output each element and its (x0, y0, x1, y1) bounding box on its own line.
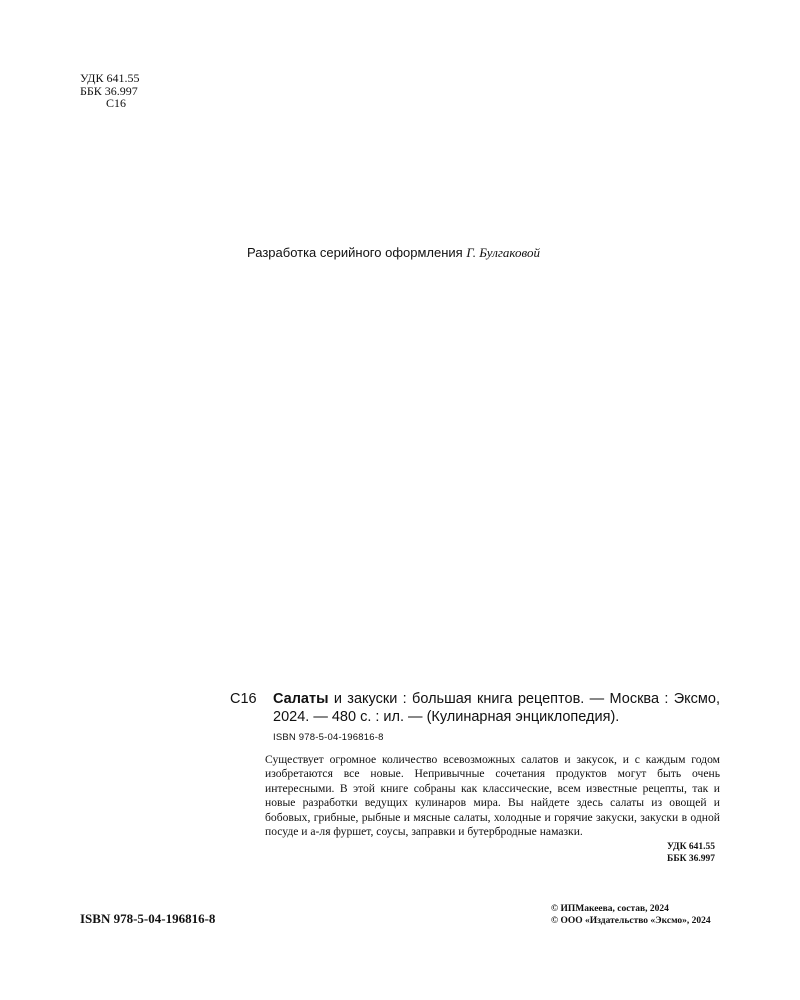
isbn-bottom: ISBN 978-5-04-196816-8 (80, 911, 216, 926)
annotation-text: Существует огромное количество всевозможных салатов и закусок, и с каждым годом изобретаются все новые. Непривычные сочетания продуктов могут быть очень интересными. В этой книге собраны как классические, всем известные рецепты, так и новые разработки ведущих кулинаров мира. Вы найдете здесь салаты из овощей и бобовых, грибные, рыбные и мясные салаты, холодные и горячие закуски, закуски в одной посуде и а-ля фуршет, соусы, заправки и бутербродные намазки. (265, 753, 720, 839)
design-credit (247, 245, 540, 261)
copyright-line-publisher: © ООО «Издательство «Эксмо», 2024 (551, 916, 711, 926)
copyright-block (551, 903, 711, 927)
copyright-line-compiler: © ИПМакеева, состав, 2024 (551, 904, 669, 914)
biblio-author-mark: С16 (230, 691, 257, 707)
design-credit-prefix: Разработка серийного оформления (247, 245, 463, 260)
designer-name: Г. Булгаковой (466, 245, 540, 260)
biblio-udk: УДК 641.55 (667, 842, 715, 853)
classification-codes-top (80, 72, 139, 110)
udk-code: УДК 641.55 (80, 71, 140, 85)
biblio-isbn: ISBN 978-5-04-196816-8 (273, 732, 384, 743)
bbk-code: ББК 36.997 (80, 83, 138, 98)
bibliographic-heading (230, 690, 720, 726)
biblio-bbk: ББК 36.997 (667, 853, 715, 864)
bibliographic-record (230, 690, 720, 865)
book-title: Салаты (273, 691, 329, 707)
classification-codes-bottom (230, 842, 720, 865)
author-mark: С16 (106, 96, 127, 110)
bibliographic-description: и закуски : большая книга рецептов. — Москва : Эксмо, 2024. — 480 с. : ил. — (Кулинарная энциклопедия). (273, 691, 720, 725)
